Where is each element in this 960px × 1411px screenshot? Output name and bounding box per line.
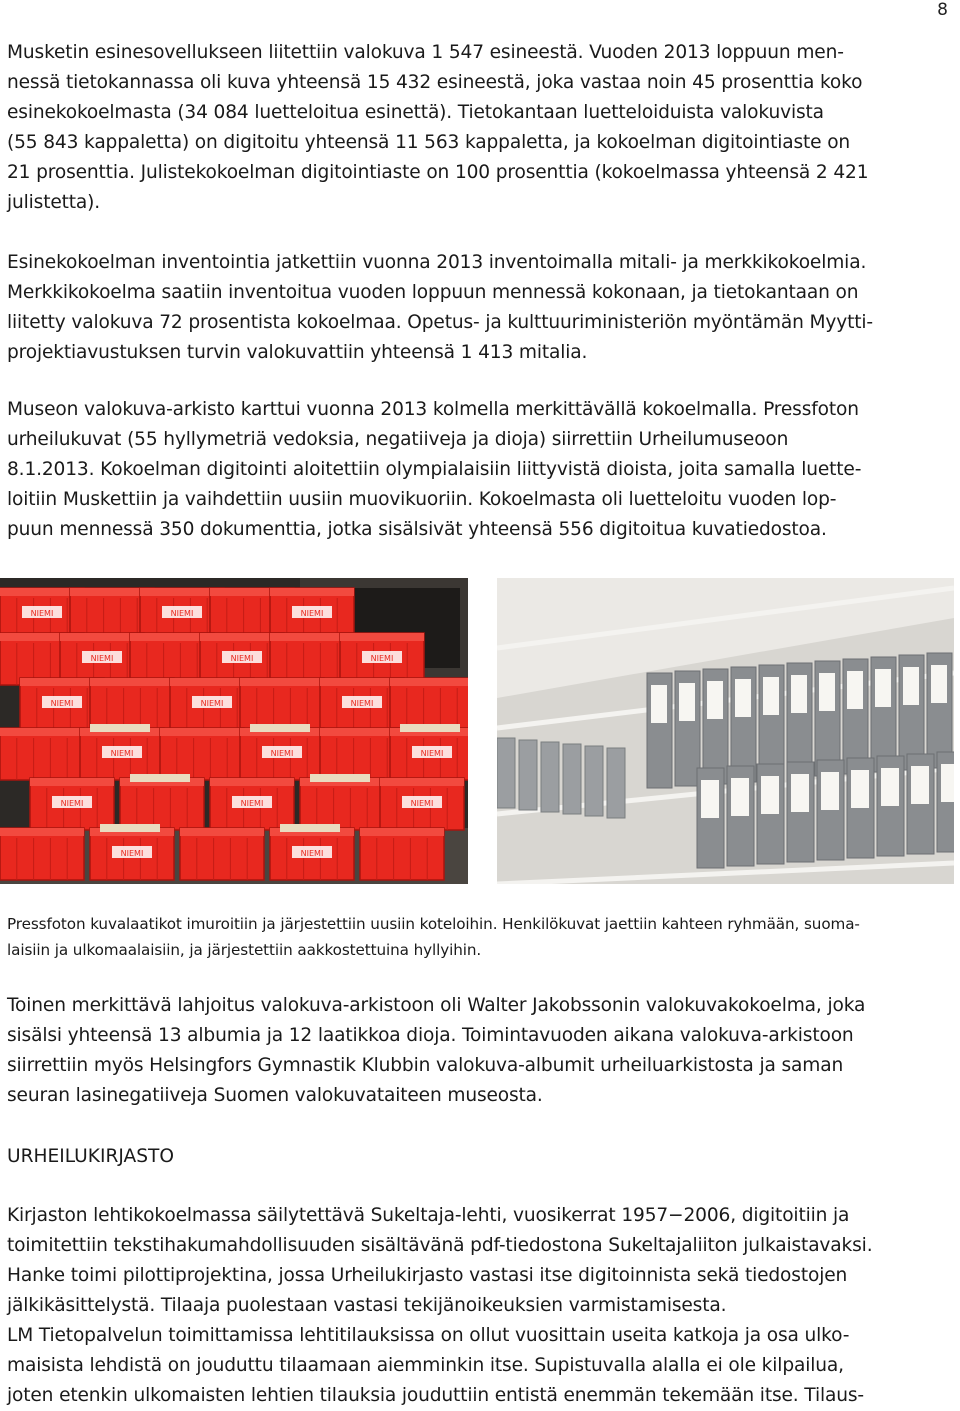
archive-box [899,655,924,770]
paragraph-photo-archive: Museon valokuva-arkisto karttui vuonna 2013 kolmella merkittävällä kokoelmalla. Pressfoton urheilukuvat (55 hyllymetriä vedoksia, negatiiveja ja dioja) siirrettiin Urheilumuseoon 8.1.2013. Kokoelman digitointi aloitettiin olympialaisiin liittyvistä dioista, joita samalla luette- loitiin Muskettiin ja vaihdettiin uusiin muovikuoriin. Kokoelmasta oli luetteloitu vuoden lop- puun mennessä 350 dokumenttia, jotka sisälsivät yhteensä 556 digitoitua kuvatiedostoa. [7,399,862,540]
page-number: 8 [937,0,948,20]
svg-text:NIEMI: NIEMI [50,699,74,708]
photo-archive-shelves [497,578,954,884]
archive-box [607,748,625,818]
svg-text:NIEMI: NIEMI [170,609,194,618]
archive-box [519,740,537,810]
archive-box [843,659,868,774]
crate [240,678,324,730]
archive-box [497,738,515,808]
section-heading: URHEILUKIRJASTO [7,1146,175,1167]
svg-text:NIEMI: NIEMI [420,749,444,758]
svg-text:NIEMI: NIEMI [350,699,374,708]
archive-box [927,653,952,768]
archive-box [877,756,904,856]
crate [240,724,324,780]
archive-box [541,742,559,812]
crate [0,728,84,780]
archive-box [647,673,672,788]
paragraph-sports-library: Kirjaston lehtikokoelmassa säilytettävä Sukeltaja-lehti, vuosikerrat 1957−2006, digitoitiin ja toimitettiin tekstihakumahdollisuuden sisältävänä pdf-tiedostona Sukeltajaliiton julkaistavaksi. Hanke toimi pilottiprojektina, jossa Urheilukirjasto vastasi itse digitoinnista sekä tiedostojen jälkikäsittelystä. Tilaaja puolestaan vastasi tekijänoikeuksien varmistamisesta. LM Tietopalvelun toimittamissa lehtitilauksissa on ollut vuosittain useita katkoja ja osa ulko- maisista lehdistä on jouduttu tilaamaan aiemminkin itse. Supistuvalla alalla ei ole kilpailua, joten etenkin ulkomaisten lehtien tilauksia jouduttiin entistä enemmän tekemään itse. Tilaus- [7,1205,873,1406]
svg-text:NIEMI: NIEMI [300,609,324,618]
crate [380,778,464,830]
crate [160,728,244,780]
crate [390,678,468,730]
crate [80,724,164,780]
svg-text:NIEMI: NIEMI [110,749,134,758]
archive-box [757,764,784,864]
crate [270,824,354,880]
crate [90,678,174,730]
crate [390,724,468,780]
archive-box [703,669,728,784]
crate [210,778,294,830]
archive-box [937,752,954,852]
svg-text:NIEMI: NIEMI [410,799,434,808]
archive-box [675,671,700,786]
crate [360,828,444,880]
archive-box [727,766,754,866]
svg-text:NIEMI: NIEMI [370,654,394,663]
svg-text:NIEMI: NIEMI [60,799,84,808]
archive-box [759,665,784,780]
svg-text:NIEMI: NIEMI [30,609,54,618]
photo-caption: Pressfoton kuvalaatikot imuroitiin ja järjestettiin uusiin koteloihin. Henkilökuvat jaettiin kahteen ryhmään, suoma- laisiin ja ulkomaalaisiin, ja järjestettiin aakkostettuina hyllyihin. [7,915,860,959]
crate [0,828,84,880]
archive-box [787,663,812,778]
archive-box [871,657,896,772]
crate [120,774,204,830]
svg-text:NIEMI: NIEMI [200,699,224,708]
crate [90,824,174,880]
svg-text:NIEMI: NIEMI [120,849,144,858]
archive-box [847,758,874,858]
paragraph-inventory: Esinekokoelman inventointia jatkettiin vuonna 2013 inventoimalla mitali- ja merkkikokoelmia. Merkkikokoelma saatiin inventoitua vuoden loppuun mennessä kokonaan, ja tietokantaan on liitetty valokuva 72 prosentista kokoelmaa. Opetus- ja kulttuuriministeriön myöntämän Myytti- projektiavustuksen turvin valokuvattiin yhteensä 1 413 mitalia. [7,252,873,363]
archive-box [563,744,581,814]
archive-box [787,762,814,862]
svg-text:NIEMI: NIEMI [240,799,264,808]
archive-box [585,746,603,816]
svg-text:NIEMI: NIEMI [300,849,324,858]
crate [340,633,424,685]
paragraph-donation: Toinen merkittävä lahjoitus valokuva-arkistoon oli Walter Jakobssonin valokuvakokoelma, joka sisälsi yhteensä 13 albumia ja 12 laatikkoa dioja. Toimintavuoden aikana valokuva-arkistoon siirrettiin myös Helsingfors Gymnastik Klubbin valokuva-albumit urheiluarkistosta ja saman seuran lasinegatiiveja Suomen valokuvataiteen museosta. [7,995,866,1106]
svg-text:NIEMI: NIEMI [90,654,114,663]
archive-box [907,754,934,854]
archive-box [697,768,724,868]
paragraph-collection-digitization: Musketin esinesovellukseen liitettiin valokuva 1 547 esineestä. Vuoden 2013 loppuun men- nessä tietokannassa oli kuva yhteensä 15 432 esineestä, joka vastaa noin 45 prosenttia koko esinekokoelmasta (34 084 luetteloitua esinettä). Tietokantaan luetteloiduista valokuvista (55 843 kappaletta) on digitoitu yhteensä 11 563 kappaletta, ja kokoelman digitointiaste on 21 prosenttia. Julistekokoelman digitointiaste on 100 prosenttia (kokoelmassa yhteensä 2 421 julistetta). [7,42,869,213]
svg-text:NIEMI: NIEMI [230,654,254,663]
crate [270,588,354,640]
crate [30,778,114,830]
archive-box [815,661,840,776]
photo-red-crates [0,578,468,884]
svg-text:NIEMI: NIEMI [270,749,294,758]
crate [300,774,384,830]
archive-box [817,760,844,860]
crate [180,828,264,880]
archive-box [731,667,756,782]
